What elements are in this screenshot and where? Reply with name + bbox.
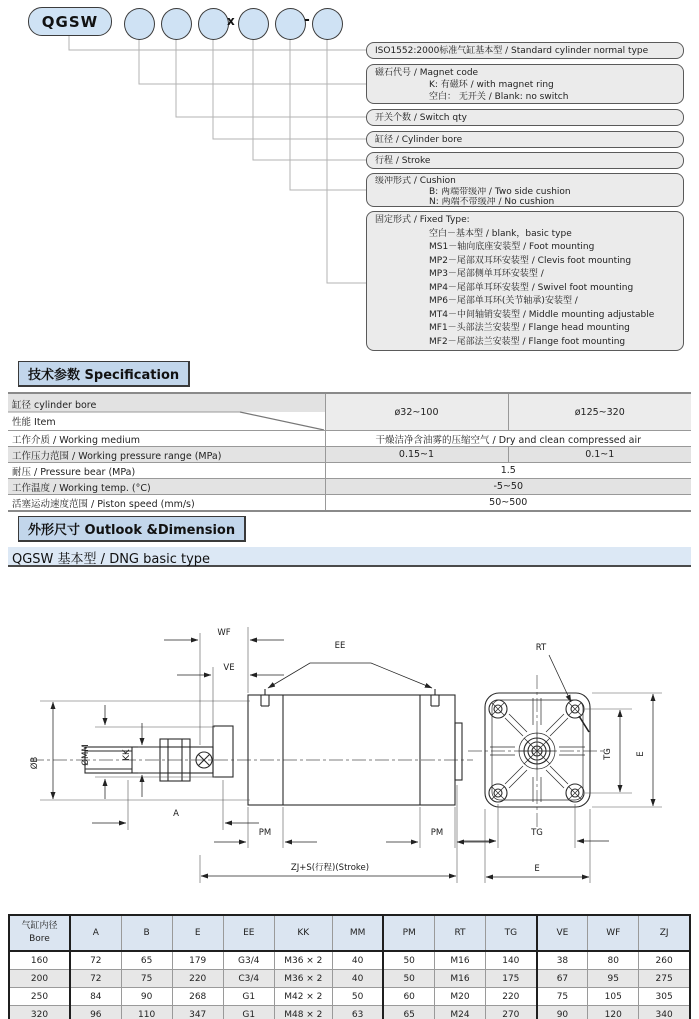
label-line: MF2－尾部法兰安装型 / Flange foot mounting bbox=[429, 336, 626, 347]
dim-cell: 50 bbox=[383, 951, 434, 970]
spec-row-value: 0.15~1 bbox=[325, 447, 508, 463]
dim-label-tg-right: TG bbox=[603, 748, 613, 760]
dim-label-pm-left: PM bbox=[258, 828, 272, 838]
label-line: B: 两端带缓冲 / Two side cushion bbox=[429, 186, 571, 197]
col-header: E bbox=[172, 915, 223, 951]
dim-cell: 84 bbox=[70, 988, 121, 1006]
spec-row-pressure-range bbox=[8, 447, 691, 463]
dim-cell: 50 bbox=[383, 970, 434, 988]
dim-cell: 220 bbox=[172, 970, 223, 988]
dim-cell: 60 bbox=[383, 988, 434, 1006]
col-header: PM bbox=[383, 915, 434, 951]
label-line: MP2－尾部双耳环安装型 / Clevis foot mounting bbox=[429, 255, 632, 266]
label-line: MF1－头部法兰安装型 / Flange head mounting bbox=[429, 323, 630, 333]
label-line: K: 有磁环 / with magnet ring bbox=[429, 80, 554, 90]
label-line: 缓冲形式 / Cushion bbox=[375, 176, 456, 186]
code-circle-cushion bbox=[275, 8, 306, 40]
dim-cell: 120 bbox=[588, 1006, 639, 1019]
dim-cell: 347 bbox=[172, 1006, 223, 1019]
dim-row-200 bbox=[9, 970, 690, 988]
dim-cell: 95 bbox=[588, 970, 639, 988]
dim-label-rt: RT bbox=[535, 643, 547, 653]
dim-cell: 340 bbox=[639, 1006, 690, 1019]
dim-cell: M48 × 2 bbox=[274, 1006, 332, 1019]
label-line: 空白： 无开关 / Blank: no switch bbox=[429, 92, 569, 102]
dim-row-160 bbox=[9, 951, 690, 970]
dim-cell: 72 bbox=[70, 970, 121, 988]
spec-corner-cell bbox=[8, 393, 325, 431]
label-line: 行程 / Stroke bbox=[375, 156, 431, 166]
dim-row-250 bbox=[9, 988, 690, 1006]
dim-cell: G1 bbox=[223, 1006, 274, 1019]
dim-cell: 268 bbox=[172, 988, 223, 1006]
dim-cell: 38 bbox=[537, 951, 588, 970]
dim-cell: M20 bbox=[434, 988, 485, 1006]
spec-row-label: 工作温度 / Working temp. (°C) bbox=[8, 479, 325, 495]
corner-top-label: 缸径 cylinder bore bbox=[8, 394, 325, 412]
dim-cell: G3/4 bbox=[223, 951, 274, 970]
model-name: QGSW bbox=[41, 12, 99, 31]
dim-label-tg-bottom: TG bbox=[531, 828, 543, 838]
basic-type-subtitle: QGSW 基本型 / DNG basic type bbox=[8, 547, 691, 567]
label-line: N: 两端不带缓冲 / No cushion bbox=[429, 197, 555, 207]
dim-cell: 270 bbox=[486, 1006, 537, 1019]
spec-row-value: -5~50 bbox=[325, 479, 691, 495]
dim-row-320 bbox=[9, 1006, 690, 1019]
dim-cell: 260 bbox=[639, 951, 690, 970]
dim-cell: 90 bbox=[537, 1006, 588, 1019]
dim-cell: 140 bbox=[486, 951, 537, 970]
dim-cell: 110 bbox=[121, 1006, 172, 1019]
spec-row-pressure-bear bbox=[8, 463, 691, 479]
dim-label-ee: EE bbox=[334, 641, 346, 651]
code-label-cushion bbox=[366, 173, 684, 207]
spec-col-header-small-bore: ø32~100 bbox=[325, 393, 508, 431]
code-circle-bore bbox=[198, 8, 229, 40]
spec-header-row bbox=[8, 393, 691, 431]
dim-label-dia-b: ØB bbox=[30, 756, 40, 770]
spec-row-working-temp bbox=[8, 479, 691, 495]
bore-header-en: Bore bbox=[29, 934, 50, 944]
code-label-cylinder-bore bbox=[366, 131, 684, 148]
spec-col-header-large-bore: ø125~320 bbox=[508, 393, 691, 431]
model-code-diagram bbox=[0, 0, 699, 358]
label-line: MP4－尾部单耳环安装型 / Swivel foot mounting bbox=[429, 282, 634, 293]
dim-cell: M42 × 2 bbox=[274, 988, 332, 1006]
dim-cell: 80 bbox=[588, 951, 639, 970]
dim-cell: 305 bbox=[639, 988, 690, 1006]
code-label-magnet-code bbox=[366, 64, 684, 104]
code-circle-stroke bbox=[238, 8, 269, 40]
col-header: MM bbox=[332, 915, 383, 951]
label-line: 开关个数 / Switch qty bbox=[375, 113, 467, 123]
bore-cell: 160 bbox=[9, 951, 70, 970]
dim-cell: 96 bbox=[70, 1006, 121, 1019]
spec-row-value: 干燥洁净含油雾的压缩空气 / Dry and clean compressed air bbox=[325, 431, 691, 447]
dim-label-kk: KK bbox=[122, 749, 132, 761]
col-header: EE bbox=[223, 915, 274, 951]
dim-cell: 65 bbox=[121, 951, 172, 970]
col-header: WF bbox=[588, 915, 639, 951]
col-header: TG bbox=[486, 915, 537, 951]
dim-label-a: A bbox=[173, 809, 179, 819]
col-header: A bbox=[70, 915, 121, 951]
dim-cell: 40 bbox=[332, 951, 383, 970]
code-label-fixed-type bbox=[366, 211, 684, 351]
label-line: MS1－轴向底座安装型 / Foot mounting bbox=[429, 242, 595, 252]
spec-row-label: 活塞运动速度范围 / Piston speed (mm/s) bbox=[8, 495, 325, 512]
col-header: RT bbox=[434, 915, 485, 951]
code-label-stroke bbox=[366, 152, 684, 169]
dim-cell: 65 bbox=[383, 1006, 434, 1019]
separator-dash: - bbox=[304, 12, 310, 28]
dim-cell: C3/4 bbox=[223, 970, 274, 988]
dim-cell: 50 bbox=[332, 988, 383, 1006]
col-header: B bbox=[121, 915, 172, 951]
technical-drawing bbox=[0, 575, 699, 915]
col-header: KK bbox=[274, 915, 332, 951]
dim-label-stroke: ZJ+S(行程)(Stroke) bbox=[290, 863, 370, 873]
spec-row-value: 0.1~1 bbox=[508, 447, 691, 463]
code-label-standard-type bbox=[366, 42, 684, 59]
outline-section-title: 外形尺寸 Outlook &Dimension bbox=[18, 516, 246, 542]
dim-cell: 40 bbox=[332, 970, 383, 988]
dim-cell: 75 bbox=[537, 988, 588, 1006]
spec-row-label: 工作压力范围 / Working pressure range (MPa) bbox=[8, 447, 325, 463]
dim-cell: 90 bbox=[121, 988, 172, 1006]
spec-row-value: 50~500 bbox=[325, 495, 691, 512]
separator-x: x bbox=[227, 14, 235, 28]
dim-cell: 72 bbox=[70, 951, 121, 970]
dim-cell: 63 bbox=[332, 1006, 383, 1019]
dim-cell: 105 bbox=[588, 988, 639, 1006]
dim-label-e-right: E bbox=[636, 751, 646, 757]
dim-cell: M16 bbox=[434, 951, 485, 970]
dimension-table bbox=[8, 914, 691, 1019]
code-circle-fixed-type bbox=[312, 8, 343, 40]
dim-label-pm-right: PM bbox=[430, 828, 444, 838]
spec-row-label: 耐压 / Pressure bear (MPa) bbox=[8, 463, 325, 479]
code-label-switch-qty bbox=[366, 109, 684, 126]
dim-header-row bbox=[9, 915, 690, 951]
spec-section-title: 技术参数 Specification bbox=[18, 361, 190, 387]
dim-cell: M16 bbox=[434, 970, 485, 988]
dim-cell: 220 bbox=[486, 988, 537, 1006]
corner-diagonal bbox=[8, 394, 325, 430]
bore-header-cn: 气缸内径 bbox=[21, 921, 58, 931]
col-header-bore bbox=[9, 915, 70, 951]
col-header: VE bbox=[537, 915, 588, 951]
dim-cell: 175 bbox=[486, 970, 537, 988]
label-line: MP6－尾部单耳环(关节轴承)安装型 / bbox=[429, 296, 578, 306]
spec-row-label: 工作介质 / Working medium bbox=[8, 431, 325, 447]
dim-cell: M36 × 2 bbox=[274, 970, 332, 988]
spec-row-value: 1.5 bbox=[325, 463, 691, 479]
dim-cell: 67 bbox=[537, 970, 588, 988]
dim-label-dia-mm: ØMM bbox=[81, 744, 91, 766]
dim-cell: M36 × 2 bbox=[274, 951, 332, 970]
dim-cell: 275 bbox=[639, 970, 690, 988]
dim-cell: M24 bbox=[434, 1006, 485, 1019]
spec-row-piston-speed bbox=[8, 495, 691, 512]
bore-cell: 200 bbox=[9, 970, 70, 988]
dim-cell: 75 bbox=[121, 970, 172, 988]
label-line: MP3－尾部侧单耳环安装型 / bbox=[429, 269, 544, 279]
label-line: ISO1552:2000标准气缸基本型 / Standard cylinder normal type bbox=[375, 46, 649, 56]
label-line: 缸径 / Cylinder bore bbox=[375, 135, 463, 145]
dim-cell: 179 bbox=[172, 951, 223, 970]
dim-cell: G1 bbox=[223, 988, 274, 1006]
label-line: 固定形式 / Fixed Type: bbox=[375, 215, 470, 225]
spec-table bbox=[8, 392, 691, 512]
label-line: MT4－中间轴销安装型 / Middle mounting adjustable bbox=[429, 309, 655, 320]
label-line: 磁石代号 / Magnet code bbox=[375, 68, 479, 78]
label-line: 空白－基本型 / blank，basic type bbox=[429, 228, 572, 239]
col-header: ZJ bbox=[639, 915, 690, 951]
bore-cell: 250 bbox=[9, 988, 70, 1006]
spec-row-medium bbox=[8, 431, 691, 447]
bore-cell: 320 bbox=[9, 1006, 70, 1019]
dim-label-e-bottom: E bbox=[534, 864, 540, 874]
dim-label-wf: WF bbox=[217, 628, 231, 638]
model-name-pill bbox=[28, 7, 112, 36]
corner-bottom-label: 性能 Item bbox=[12, 417, 56, 428]
dim-label-ve: VE bbox=[223, 663, 235, 673]
code-circle-magnet bbox=[124, 8, 155, 40]
code-circle-switch-qty bbox=[161, 8, 192, 40]
